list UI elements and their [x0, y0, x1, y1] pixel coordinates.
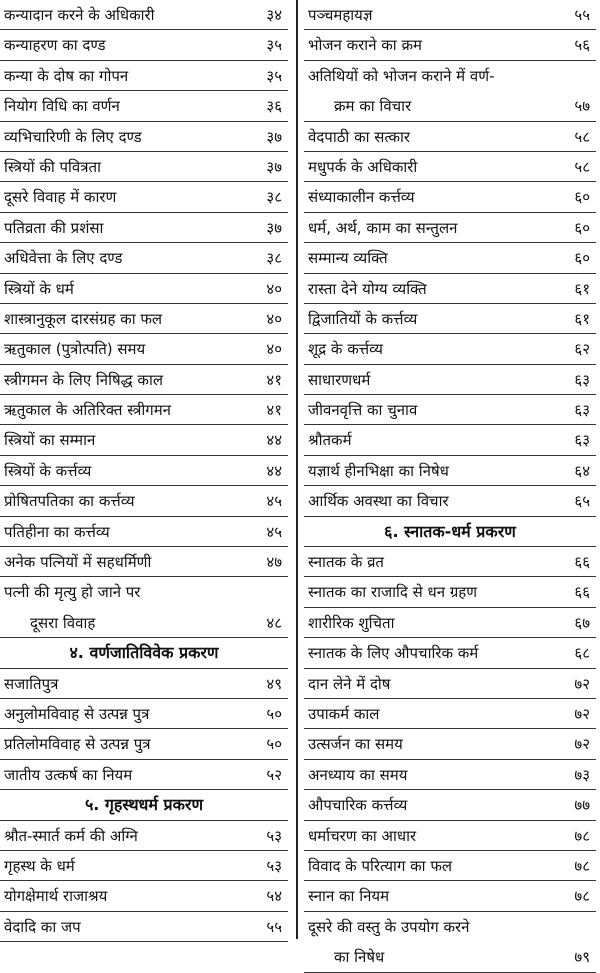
section-heading-text: ६. स्नातक-धर्म प्रकरण	[384, 521, 516, 541]
toc-entry-page-number: ५५	[266, 917, 282, 936]
toc-entry	[304, 669, 596, 699]
toc-entry-title: पञ्चमहायज्ञ	[308, 6, 373, 24]
toc-entry-title: दूसरा विवाह	[30, 613, 96, 632]
toc-entry	[304, 638, 596, 668]
toc-entry-page-number: ५०	[266, 704, 282, 723]
toc-entry-page-number: ४९	[266, 674, 282, 693]
toc-entry-page-number: ५३	[266, 826, 282, 845]
toc-entry-title: पत्नी की मृत्यु हो जाने पर	[4, 583, 141, 602]
toc-entry-page-number: ७३	[574, 765, 590, 784]
toc-entry-page-number: ५३	[266, 856, 282, 875]
toc-entry	[0, 699, 288, 729]
toc-entry	[0, 425, 288, 455]
toc-entry	[0, 243, 288, 273]
toc-entry	[304, 486, 596, 516]
toc-entry-title: श्रौत-स्मार्त कर्म की अग्नि	[4, 826, 138, 845]
toc-entry-page-number: ४८	[266, 613, 282, 632]
toc-entry-title: जीवनवृत्ति का चुनाव	[308, 401, 418, 420]
toc-entry-page-number: ४०	[266, 309, 282, 328]
toc-entry-page-number: ४०	[266, 340, 282, 359]
toc-entry-title: उपाकर्म काल	[308, 704, 380, 723]
toc-entry	[0, 729, 288, 759]
toc-entry	[304, 851, 596, 881]
toc-entry	[0, 334, 288, 364]
toc-entry-page-number: ५५	[574, 6, 590, 24]
section-heading	[304, 517, 596, 547]
toc-entry-page-number: ७२	[574, 704, 590, 723]
toc-entry-title: स्नातक के लिए औपचारिक कर्म	[308, 644, 479, 663]
toc-entry-title: व्यभिचारिणी के लिए दण्ड	[4, 127, 142, 146]
toc-entry-title: अतिथियों को भोजन कराने में वर्ण-	[308, 66, 495, 85]
toc-entry	[304, 0, 596, 30]
toc-entry-title: स्नातक के व्रत	[308, 553, 384, 572]
toc-entry-page-number: ६१	[574, 309, 590, 328]
toc-entry	[0, 152, 288, 182]
toc-entry-page-number: ४१	[266, 370, 282, 389]
toc-entry-title: साधारणधर्म	[308, 370, 371, 389]
toc-entry-title: अनध्याय का समय	[308, 765, 408, 784]
toc-entry-title: प्रोषितपतिका का कर्त्तव्य	[4, 492, 135, 511]
toc-entry-title: ऋतुकाल के अतिरिक्त स्त्रीगमन	[4, 401, 171, 420]
toc-entry	[0, 486, 288, 516]
toc-entry-page-number: ६३	[574, 431, 590, 450]
toc-entry-page-number: ७९	[574, 948, 590, 967]
toc-entry-page-number: ४७	[266, 553, 282, 572]
toc-entry	[0, 304, 288, 334]
toc-entry-title: वेदपाठी का सत्कार	[308, 127, 410, 146]
toc-entry-page-number: ५४	[266, 887, 282, 906]
toc-entry-page-number: ३६	[266, 97, 282, 116]
toc-entry-title: औपचारिक कर्त्तव्य	[308, 796, 408, 815]
toc-entry-title: स्त्रियों के कर्त्तव्य	[4, 461, 92, 480]
toc-entry	[304, 243, 596, 273]
toc-entry-title: सजातिपुत्र	[4, 674, 59, 693]
toc-entry-page-number: ३७	[266, 127, 282, 146]
toc-entry-page-number: ४५	[266, 522, 282, 541]
section-heading	[0, 638, 288, 668]
toc-entry	[304, 790, 596, 820]
toc-entry-page-number: ३५	[266, 36, 282, 55]
toc-entry-title: पतिव्रता की प्रशंसा	[4, 218, 104, 237]
section-heading	[0, 790, 288, 820]
toc-entry-title: दूसरे की वस्तु के उपयोग करने	[308, 917, 470, 936]
toc-entry-title: दान लेने में दोष	[308, 674, 391, 693]
toc-entry	[304, 91, 596, 121]
toc-entry-page-number: ४४	[266, 431, 282, 450]
toc-entry-page-number: ५८	[574, 127, 590, 146]
toc-entry	[0, 851, 288, 881]
toc-entry-title: उत्सर्जन का समय	[308, 735, 403, 754]
toc-entry	[304, 30, 596, 60]
toc-entry	[0, 91, 288, 121]
toc-entry-title: कन्यादान करने के अधिकारी	[4, 6, 155, 24]
toc-entry-title: कन्याहरण का दण्ड	[4, 36, 106, 55]
toc-entry-title: ऋतुकाल (पुत्रोत्पति) समय	[4, 340, 146, 359]
toc-entry	[304, 608, 596, 638]
column-divider	[296, 0, 298, 939]
toc-entry-title: दूसरे विवाह में कारण	[4, 188, 117, 207]
toc-entry-page-number: ६७	[574, 613, 590, 632]
toc-column-left	[0, 0, 288, 942]
toc-entry-title: अनेक पत्नियों में सहधर्मिणी	[4, 553, 152, 572]
toc-entry-title: सम्मान्य व्यक्ति	[308, 249, 388, 268]
toc-entry-title: मधुपर्क के अधिकारी	[308, 157, 418, 176]
toc-entry-page-number: ७२	[574, 674, 590, 693]
toc-entry-title: शूद्र के कर्त्तव्य	[308, 340, 383, 359]
toc-entry	[304, 425, 596, 455]
toc-entry	[0, 760, 288, 790]
toc-entry	[304, 365, 596, 395]
toc-entry-title: धर्माचरण का आधार	[308, 826, 417, 845]
section-heading-text: ५. गृहस्थधर्म प्रकरण	[84, 795, 204, 815]
toc-entry-page-number: ४४	[266, 461, 282, 480]
toc-entry	[0, 608, 288, 638]
toc-entry-title: द्विजातियों के कर्त्तव्य	[308, 309, 418, 328]
toc-entry	[0, 30, 288, 60]
toc-entry	[0, 365, 288, 395]
toc-entry	[0, 881, 288, 911]
toc-entry-page-number: ६८	[574, 644, 590, 663]
toc-entry-title: का निषेध	[334, 948, 385, 967]
toc-entry-page-number: ६४	[574, 461, 590, 480]
toc-entry-page-number: ५६	[574, 36, 590, 55]
toc-entry	[304, 729, 596, 759]
toc-entry-title: स्त्रीगमन के लिए निषिद्ध काल	[4, 370, 164, 389]
toc-entry	[304, 122, 596, 152]
toc-entry-title: रास्ता देने योग्य व्यक्ति	[308, 279, 427, 298]
toc-entry-title: क्रम का विचार	[334, 97, 412, 116]
toc-entry-page-number: ३४	[266, 6, 282, 24]
toc-entry	[304, 577, 596, 607]
toc-entry	[304, 821, 596, 851]
toc-entry-page-number: ६२	[574, 340, 590, 359]
toc-entry-title: स्त्रियों का सम्मान	[4, 431, 96, 450]
toc-entry	[304, 456, 596, 486]
toc-entry-page-number: ६०	[574, 218, 590, 237]
toc-entry-page-number: ३८	[266, 249, 282, 268]
toc-entry-page-number: ६०	[574, 188, 590, 207]
toc-entry-title: भोजन कराने का क्रम	[308, 36, 422, 55]
toc-entry-title: कन्या के दोष का गोपन	[4, 66, 129, 85]
toc-entry-title: स्नान का नियम	[308, 887, 390, 906]
toc-entry-title: योगक्षेमार्थ राजाश्रय	[4, 887, 108, 906]
toc-entry	[304, 942, 596, 972]
toc-entry	[304, 699, 596, 729]
toc-entry	[0, 274, 288, 304]
toc-entry-title: वेदादि का जप	[4, 917, 81, 936]
toc-entry-page-number: ४१	[266, 401, 282, 420]
toc-entry	[0, 456, 288, 486]
toc-entry-title: नियोग विधि का वर्णन	[4, 97, 120, 116]
toc-entry	[0, 577, 288, 607]
toc-entry-page-number: ५२	[266, 765, 282, 784]
toc-entry	[304, 334, 596, 364]
toc-entry	[0, 821, 288, 851]
toc-entry-page-number: ६१	[574, 279, 590, 298]
toc-entry-page-number: ५०	[266, 735, 282, 754]
toc-entry-title: विवाद के परित्याग का फल	[308, 856, 453, 875]
toc-entry-title: संध्याकालीन कर्त्तव्य	[308, 188, 415, 207]
toc-entry-title: आर्थिक अवस्था का विचार	[308, 492, 449, 511]
toc-entry-title: शास्त्रानुकूल दारसंग्रह का फल	[4, 309, 163, 328]
toc-entry	[0, 395, 288, 425]
toc-entry-page-number: ६३	[574, 370, 590, 389]
toc-entry-page-number: ३५	[266, 66, 282, 85]
toc-entry-page-number: ५८	[574, 157, 590, 176]
toc-entry-title: अधिवेत्ता के लिए दण्ड	[4, 249, 123, 268]
toc-entry	[304, 213, 596, 243]
toc-entry-title: पतिहीना का कर्त्तव्य	[4, 522, 110, 541]
toc-entry-page-number: ६३	[574, 401, 590, 420]
toc-entry-page-number: ६६	[574, 553, 590, 572]
toc-entry	[304, 395, 596, 425]
toc-entry	[304, 274, 596, 304]
toc-entry-title: स्त्रियों के धर्म	[4, 279, 74, 298]
toc-entry-title: स्नातक का राजादि से धन ग्रहण	[308, 583, 478, 602]
toc-entry-page-number: ३८	[266, 188, 282, 207]
toc-entry	[0, 213, 288, 243]
toc-entry-page-number: ३७	[266, 157, 282, 176]
toc-entry	[0, 669, 288, 699]
toc-entry	[0, 912, 288, 942]
toc-entry	[304, 304, 596, 334]
toc-entry	[304, 182, 596, 212]
toc-entry	[0, 61, 288, 91]
toc-entry-title: यज्ञार्थ हीनभिक्षा का निषेध	[308, 461, 449, 480]
toc-entry-title: अनुलोमविवाह से उत्पन्न पुत्र	[4, 704, 150, 723]
toc-entry-page-number: ४०	[266, 279, 282, 298]
toc-entry	[0, 0, 288, 30]
toc-entry-page-number: ६०	[574, 249, 590, 268]
toc-entry	[304, 760, 596, 790]
toc-column-right	[304, 0, 596, 973]
toc-entry-page-number: ६५	[574, 492, 590, 511]
toc-entry-page-number: ५७	[574, 97, 590, 116]
toc-entry	[304, 881, 596, 911]
toc-entry-title: गृहस्थ के धर्म	[4, 856, 75, 875]
toc-entry	[0, 517, 288, 547]
toc-entry-page-number: ७२	[574, 735, 590, 754]
toc-entry-page-number: ७७	[574, 796, 590, 815]
toc-entry	[0, 122, 288, 152]
toc-entry-title: श्रौतकर्म	[308, 431, 352, 450]
toc-entry-title: जातीय उत्कर्ष का नियम	[4, 765, 133, 784]
toc-entry	[304, 152, 596, 182]
toc-entry	[304, 547, 596, 577]
toc-entry	[0, 182, 288, 212]
toc-entry-title: प्रतिलोमविवाह से उत्पन्न पुत्र	[4, 735, 151, 754]
toc-entry-page-number: ४५	[266, 492, 282, 511]
section-heading-text: ४. वर्णजातिविवेक प्रकरण	[69, 643, 219, 663]
toc-entry-page-number: ३७	[266, 218, 282, 237]
toc-entry-title: धर्म, अर्थ, काम का सन्तुलन	[308, 218, 458, 237]
toc-entry-title: स्त्रियों की पवित्रता	[4, 157, 101, 176]
toc-entry	[304, 912, 596, 942]
toc-entry-title: शारीरिक शुचिता	[308, 613, 395, 632]
toc-entry-page-number: ७८	[574, 826, 590, 845]
toc-entry	[0, 547, 288, 577]
toc-entry-page-number: ६६	[574, 583, 590, 602]
toc-entry-page-number: ७८	[574, 856, 590, 875]
toc-entry	[304, 61, 596, 91]
toc-entry-page-number: ७८	[574, 887, 590, 906]
